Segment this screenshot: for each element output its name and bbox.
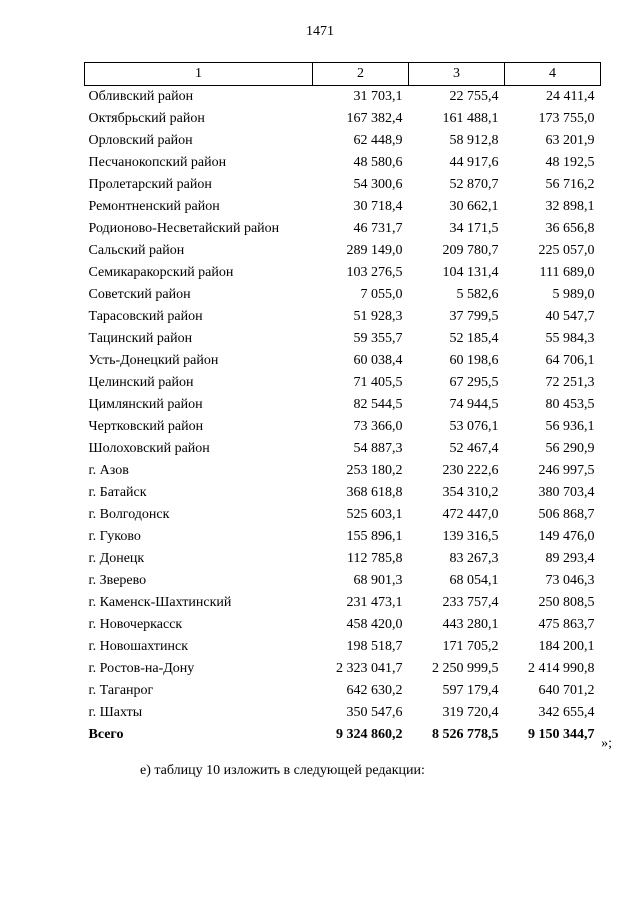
table-row [85,152,601,174]
value-cell: 34 171,5 [449,221,499,236]
header-cell-1: 1 [85,63,313,86]
page-number: 1471 [306,24,334,39]
row-label-cell: Пролетарский район [88,177,212,192]
value-cell: 44 917,6 [449,155,499,170]
table-row [85,548,601,570]
row-label-cell: Семикаракорский район [88,265,234,280]
row-label-cell: Тарасовский район [88,309,203,324]
value-cell: 231 473,1 [346,595,403,610]
value-cell: 54 300,6 [353,177,403,192]
row-label-cell: Чертковский район [88,419,204,434]
value-cell: 52 185,4 [449,331,499,346]
value-cell: 54 887,3 [353,441,403,456]
value-cell: 59 355,7 [353,331,403,346]
value-cell: 233 757,4 [442,595,499,610]
value-cell: 5 582,6 [456,287,499,302]
value-cell: 58 912,8 [449,133,499,148]
value-cell: 72 251,3 [545,375,595,390]
table-row [85,658,601,680]
header-cell-3: 3 [409,63,505,86]
value-cell: 458 420,0 [346,617,403,632]
row-label-cell: Родионово-Несветайский район [88,221,280,236]
value-cell: 56 290,9 [545,441,595,456]
table-row [85,350,601,372]
row-label-cell: Сальский район [88,243,185,258]
value-cell: 46 731,7 [353,221,403,236]
table-row [85,240,601,262]
instruction-text: е) таблицу 10 изложить в следующей редакции: [140,763,425,778]
table-row [85,174,601,196]
value-cell: 80 453,5 [545,397,595,412]
value-cell: 62 448,9 [353,133,403,148]
value-cell: 597 179,4 [442,683,499,698]
value-cell: 111 689,0 [539,265,595,280]
table-row [85,306,601,328]
row-label-cell: Орловский район [88,133,193,148]
value-cell: 56 716,2 [545,177,595,192]
row-label-cell: г. Новошахтинск [88,639,189,654]
table-row [85,196,601,218]
value-cell: 368 618,8 [346,485,403,500]
value-cell: 642 630,2 [346,683,403,698]
value-cell: 103 276,5 [346,265,403,280]
table-row [85,108,601,130]
value-cell: 30 718,4 [353,199,403,214]
value-cell: 171 705,2 [442,639,499,654]
value-cell: 472 447,0 [442,507,499,522]
value-cell: 52 870,7 [449,177,499,192]
value-cell: 230 222,6 [442,463,499,478]
value-cell: 9 150 344,7 [528,727,595,742]
value-cell: 354 310,2 [442,485,499,500]
value-cell: 253 180,2 [346,463,403,478]
table-row [85,636,601,658]
value-cell: 104 131,4 [442,265,499,280]
value-cell: 8 526 778,5 [432,727,499,742]
value-cell: 48 580,6 [353,155,403,170]
row-label-cell: Ремонтненский район [88,199,220,214]
value-cell: 31 703,1 [353,89,403,104]
value-cell: 22 755,4 [449,89,499,104]
row-label-cell: г. Батайск [88,485,147,500]
row-label-cell: Песчанокопский район [88,155,227,170]
row-label-cell: Советский район [88,287,191,302]
table-row [85,702,601,724]
value-cell: 55 984,3 [545,331,595,346]
value-cell: 250 808,5 [538,595,595,610]
value-cell: 51 928,3 [353,309,403,324]
row-label-cell: Всего [88,727,124,742]
header-row [85,63,601,86]
value-cell: 525 603,1 [346,507,403,522]
row-label-cell: Октябрьский район [88,111,205,126]
row-label-cell: Шолоховский район [88,441,210,456]
value-cell: 64 706,1 [545,353,595,368]
table-row [85,130,601,152]
table-row [85,284,601,306]
value-cell: 173 755,0 [538,111,595,126]
value-cell: 71 405,5 [353,375,403,390]
value-cell: 2 323 041,7 [336,661,403,676]
table-row [85,328,601,350]
value-cell: 68 901,3 [353,573,403,588]
value-cell: 184 200,1 [538,639,595,654]
value-cell: 380 703,4 [538,485,595,500]
table-row [85,416,601,438]
row-label-cell: г. Гуково [88,529,141,544]
value-cell: 30 662,1 [449,199,499,214]
value-cell: 36 656,8 [545,221,595,236]
row-label-cell: г. Зверево [88,573,147,588]
row-label-cell: г. Волгодонск [88,507,170,522]
value-cell: 73 366,0 [353,419,403,434]
row-label-cell: г. Новочеркасск [88,617,183,632]
row-label-cell: Целинский район [88,375,194,390]
row-label-cell: Тацинский район [88,331,193,346]
row-label-cell: Цимлянский район [88,397,203,412]
row-label-cell: Обливский район [88,89,194,104]
row-label-cell: г. Ростов-на-Дону [88,661,195,676]
value-cell: 53 076,1 [449,419,499,434]
table-row [85,592,601,614]
table-row [85,438,601,460]
table-row [85,218,601,240]
value-cell: 24 411,4 [546,89,595,104]
value-cell: 67 295,5 [449,375,499,390]
table-row [85,482,601,504]
table-row [85,460,601,482]
value-cell: 2 250 999,5 [432,661,499,676]
value-cell: 5 989,0 [552,287,595,302]
value-cell: 82 544,5 [353,397,403,412]
value-cell: 56 936,1 [545,419,595,434]
table-row [85,394,601,416]
value-cell: 32 898,1 [545,199,595,214]
table-row [85,526,601,548]
row-label-cell: г. Каменск-Шахтинский [88,595,232,610]
value-cell: 149 476,0 [538,529,595,544]
value-cell: 475 863,7 [538,617,595,632]
value-cell: 74 944,5 [449,397,499,412]
value-cell: 2 414 990,8 [528,661,595,676]
header-cell-2: 2 [313,63,409,86]
value-cell: 225 057,0 [538,243,595,258]
value-cell: 246 997,5 [538,463,595,478]
value-cell: 167 382,4 [346,111,403,126]
row-label-cell: г. Таганрог [88,683,154,698]
header-cell-4: 4 [505,63,601,86]
row-label-cell: Усть-Донецкий район [88,353,219,368]
total-row [85,724,601,746]
row-label-cell: г. Донецк [88,551,145,566]
value-cell: 161 488,1 [442,111,499,126]
value-cell: 60 198,6 [449,353,499,368]
value-cell: 73 046,3 [545,573,595,588]
value-cell: 198 518,7 [346,639,403,654]
value-cell: 112 785,8 [347,551,403,566]
table-row [85,614,601,636]
data-table [84,62,601,746]
row-label-cell: г. Шахты [88,705,143,720]
table-row [85,680,601,702]
value-cell: 443 280,1 [442,617,499,632]
row-label-cell: г. Азов [88,463,129,478]
table-row [85,86,601,109]
table-row [85,372,601,394]
value-cell: 9 324 860,2 [336,727,403,742]
value-cell: 83 267,3 [449,551,499,566]
value-cell: 48 192,5 [545,155,595,170]
table-row [85,570,601,592]
value-cell: 209 780,7 [442,243,499,258]
value-cell: 139 316,5 [442,529,499,544]
value-cell: 63 201,9 [545,133,595,148]
value-cell: 319 720,4 [442,705,499,720]
value-cell: 7 055,0 [360,287,403,302]
table-row [85,262,601,284]
value-cell: 37 799,5 [449,309,499,324]
value-cell: 342 655,4 [538,705,595,720]
value-cell: 289 149,0 [346,243,403,258]
value-cell: 506 868,7 [538,507,595,522]
value-cell: 68 054,1 [449,573,499,588]
value-cell: 640 701,2 [538,683,595,698]
value-cell: 350 547,6 [346,705,403,720]
value-cell: 40 547,7 [545,309,595,324]
value-cell: 52 467,4 [449,441,499,456]
value-cell: 155 896,1 [346,529,403,544]
table-row [85,504,601,526]
value-cell: 60 038,4 [353,353,403,368]
closing-mark: »; [601,736,612,751]
value-cell: 89 293,4 [545,551,595,566]
table-body [85,86,601,747]
